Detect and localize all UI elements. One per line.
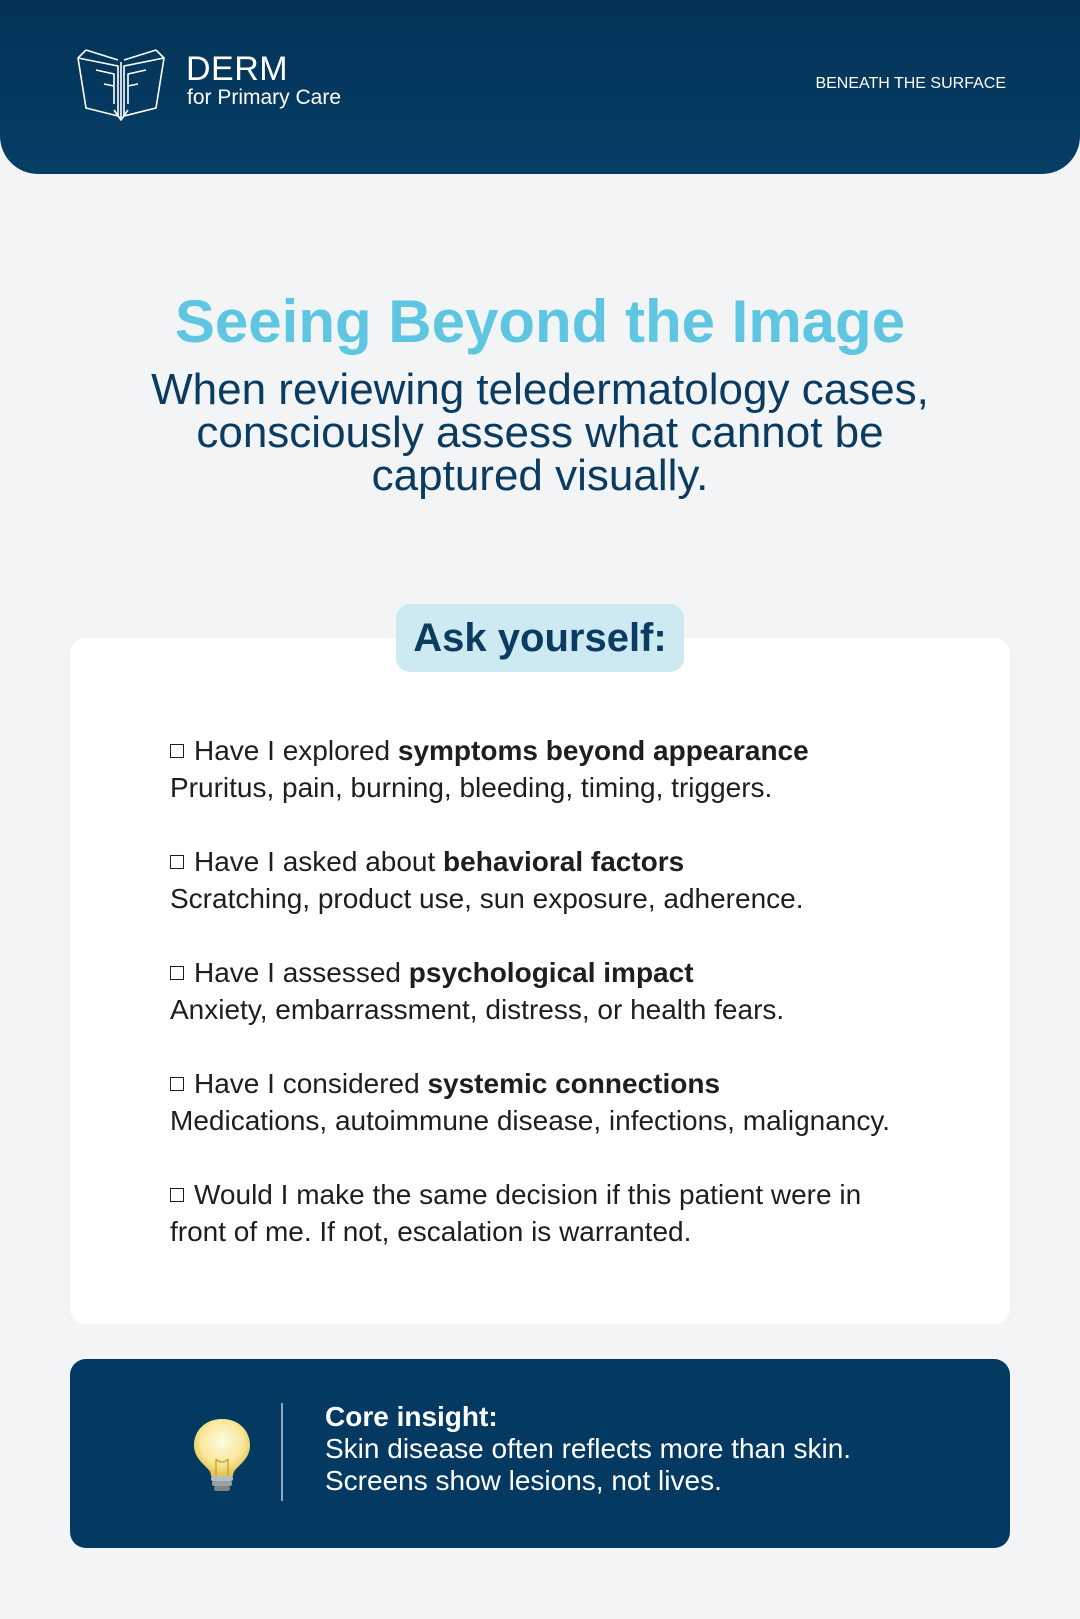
checklist-question <box>170 843 990 880</box>
checkbox-icon <box>170 855 184 869</box>
checkbox-icon <box>170 744 184 758</box>
checkbox-icon <box>170 1077 184 1091</box>
header-banner <box>0 0 1080 174</box>
core-insight-panel <box>70 1359 1010 1548</box>
question-prefix: Have I explored <box>194 735 398 766</box>
question-prefix: Have I assessed <box>194 957 409 988</box>
question-focus: psychological impact <box>408 957 694 988</box>
checklist <box>170 732 990 1287</box>
checklist-item <box>170 1176 990 1250</box>
insight-text <box>325 1401 851 1497</box>
checklist-detail: Pruritus, pain, burning, bleeding, timing, triggers. <box>170 772 773 803</box>
page-title: Seeing Beyond the Image <box>174 288 906 355</box>
question-prefix: Would I make the same decision if this patient were in <box>194 1179 862 1210</box>
brand-title: DERM <box>186 50 289 88</box>
insight-divider <box>281 1403 283 1501</box>
question-prefix: Have I considered <box>194 1068 428 1099</box>
book-icon <box>74 44 168 122</box>
header-tagline: BENEATH THE SURFACE <box>815 75 1006 92</box>
checklist-detail: Anxiety, embarrassment, distress, or health fears. <box>170 994 785 1025</box>
page-subtitle: When reviewing teledermatology cases, consciously assess what cannot be captured visually. <box>151 365 929 500</box>
insight-heading: Core insight: <box>325 1401 498 1432</box>
checkbox-icon <box>170 1188 184 1202</box>
checklist-heading: Ask yourself: <box>396 604 684 672</box>
checklist-question <box>170 1065 990 1102</box>
checkbox-icon <box>170 966 184 980</box>
checklist-item <box>170 843 990 917</box>
checklist-detail: Scratching, product use, sun exposure, adherence. <box>170 883 804 914</box>
checklist-question <box>170 732 990 769</box>
checklist-detail: front of me. If not, escalation is warranted. <box>170 1216 692 1247</box>
brand-subtitle: for Primary Care <box>187 86 342 109</box>
lightbulb-icon <box>186 1415 258 1495</box>
question-focus: systemic connections <box>427 1068 721 1099</box>
checklist-item <box>170 1065 990 1139</box>
question-focus: behavioral factors <box>443 846 685 877</box>
question-prefix: Have I asked about <box>194 846 444 877</box>
checklist-question <box>170 954 990 991</box>
checklist-detail: Medications, autoimmune disease, infections, malignancy. <box>170 1105 891 1136</box>
checklist-item <box>170 732 990 806</box>
insight-line: Skin disease often reflects more than skin. <box>325 1433 852 1464</box>
checklist-item <box>170 954 990 1028</box>
question-focus: symptoms beyond appearance <box>397 735 809 766</box>
insight-line: Screens show lesions, not lives. <box>325 1465 722 1496</box>
checklist-question <box>170 1176 990 1213</box>
